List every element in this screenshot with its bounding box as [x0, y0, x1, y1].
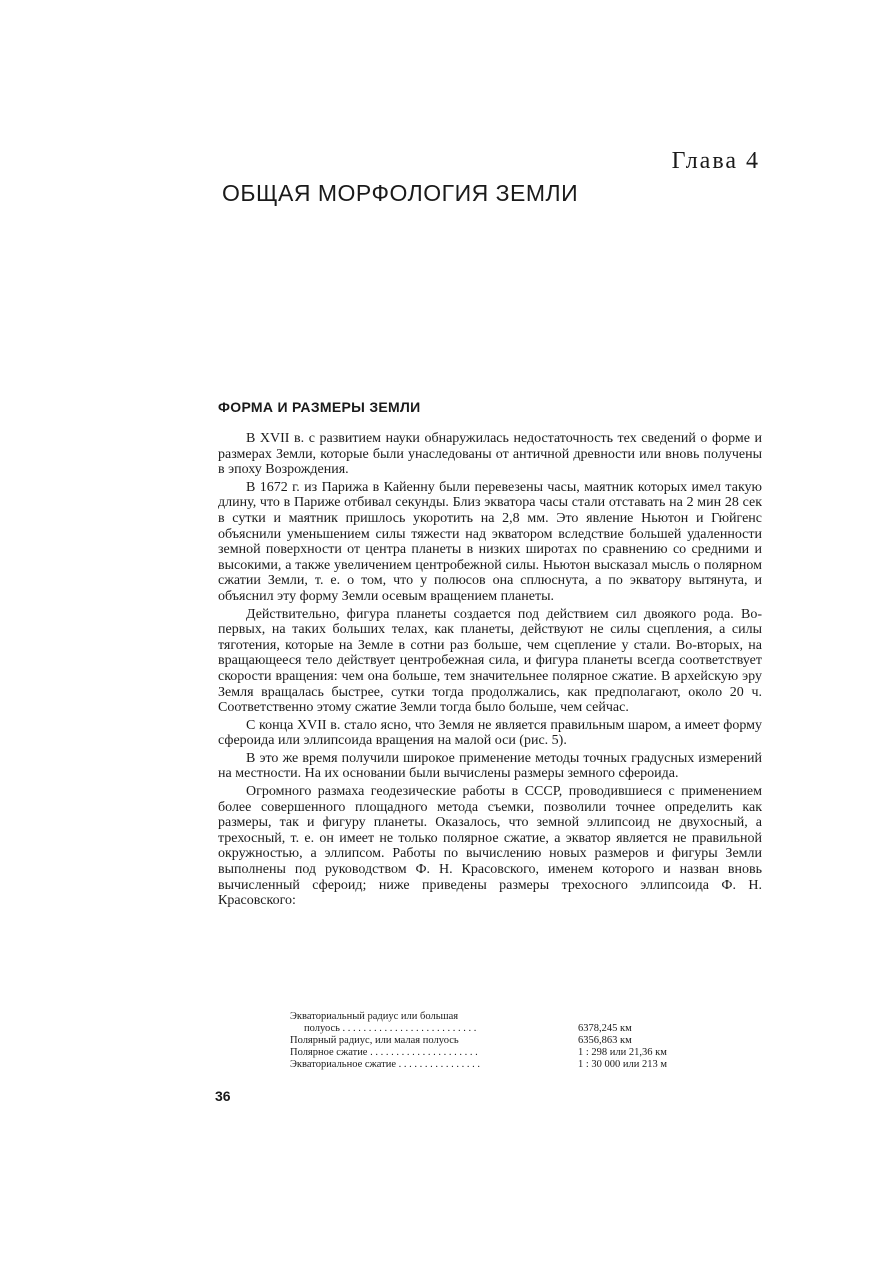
table-value: 6356,863 км	[578, 1035, 632, 1046]
table-label: полуось . . . . . . . . . . . . . . . . . . . . . . . . . .	[304, 1023, 477, 1034]
section-title: ФОРМА И РАЗМЕРЫ ЗЕМЛИ	[218, 399, 421, 415]
table-label: Экваториальный радиус или большая	[290, 1011, 459, 1022]
table-row	[290, 1047, 690, 1059]
table-value: 1 : 30 000 или 213 м	[578, 1059, 668, 1070]
paragraph: В XVII в. с развитием науки обнаружилась недостаточность тех сведений о форме и размерах Земли, которые были унаследованы от античной древности или вновь получены в эпоху Возрождения.	[218, 431, 762, 478]
paragraph: В это же время получили широкое применение методы точных градусных измерений на местности. На их основании были вычислены размеры земного сфероида.	[218, 750, 762, 782]
paragraph: С конца XVII в. стало ясно, что Земля не является правильным шаром, а имеет форму сфероида или эллипсоида вращения на малой оси (рис. 5).	[218, 717, 762, 749]
table-value: 1 : 298 или 21,36 км	[578, 1047, 667, 1058]
table-row	[290, 1059, 690, 1071]
table-label: Экваториальное сжатие . . . . . . . . . . . . . . . .	[290, 1059, 481, 1070]
chapter-label: Глава 4	[671, 148, 760, 174]
table-header-row	[290, 1011, 690, 1023]
table-row	[290, 1023, 690, 1035]
paragraph: Действительно, фигура планеты создается под действием сил двоякого рода. Во-первых, на таких больших телах, как планеты, действуют не силы сцепления, а силы тяготения, которые на Земле в сотни раз больше, чем сцепление у стали. Во-вторых, на вращающееся тело действует центробежная сила, и фигура планеты всегда соответствует скорости вращения: чем она больше, тем значительнее полярное сжатие. В архейскую эру Земля вращалась быстрее, сутки тогда продолжались, как предполагают, около 20 ч. Соответственно этому сжатие Земли тогда было больше, чем сейчас.	[218, 606, 762, 716]
ellipsoid-dimensions-table	[290, 1011, 690, 1071]
table-row	[290, 1035, 690, 1047]
paragraph: Огромного размаха геодезические работы в СССР, проводившиеся с применением более совершенного площадного метода съемки, позволили точнее определить как размеры, так и фигуру планеты. Оказалось, что земной эллипсоид не двухосный, а трехосный, т. е. он имеет не только полярное сжатие, а экватор является не правильной окружностью, а эллипсом. Работы по вычислению новых размеров и фигуры Земли выполнены под руководством Ф. Н. Красовского, именем которого и назван вновь вычисленный сфероид; ниже приведены размеры трехосного эллипсоида Ф. Н. Красовского:	[218, 784, 762, 909]
page-number: 36	[215, 1088, 231, 1104]
chapter-title: ОБЩАЯ МОРФОЛОГИЯ ЗЕМЛИ	[222, 180, 579, 206]
body-text	[218, 431, 762, 911]
paragraph: В 1672 г. из Парижа в Кайенну были перевезены часы, маятник которых имел такую длину, что в Париже отбивал секунды. Близ экватора часы стали отставать на 2 мин 28 сек в сутки и маятник пришлось укоротить на 2,8 мм. Это явление Ньютон и Гюйгенс объяснили уменьшением силы тяжести над экватором вследствие большей удаленности земной поверхности от центра планеты в низких широтах по сравнению со средними и высокими, а также увеличением центробежной силы. Ньютон высказал мысль о полярном сжатии Земли, т. е. о том, что у полюсов она сплюснута, а по экватору вытянута, и объяснил эту форму Земли осевым вращением планеты.	[218, 479, 762, 604]
table-label: Полярное сжатие . . . . . . . . . . . . . . . . . . . . .	[290, 1047, 478, 1058]
table-value: 6378,245 км	[578, 1023, 632, 1034]
table-label: Полярный радиус, или малая полуось	[290, 1035, 459, 1046]
